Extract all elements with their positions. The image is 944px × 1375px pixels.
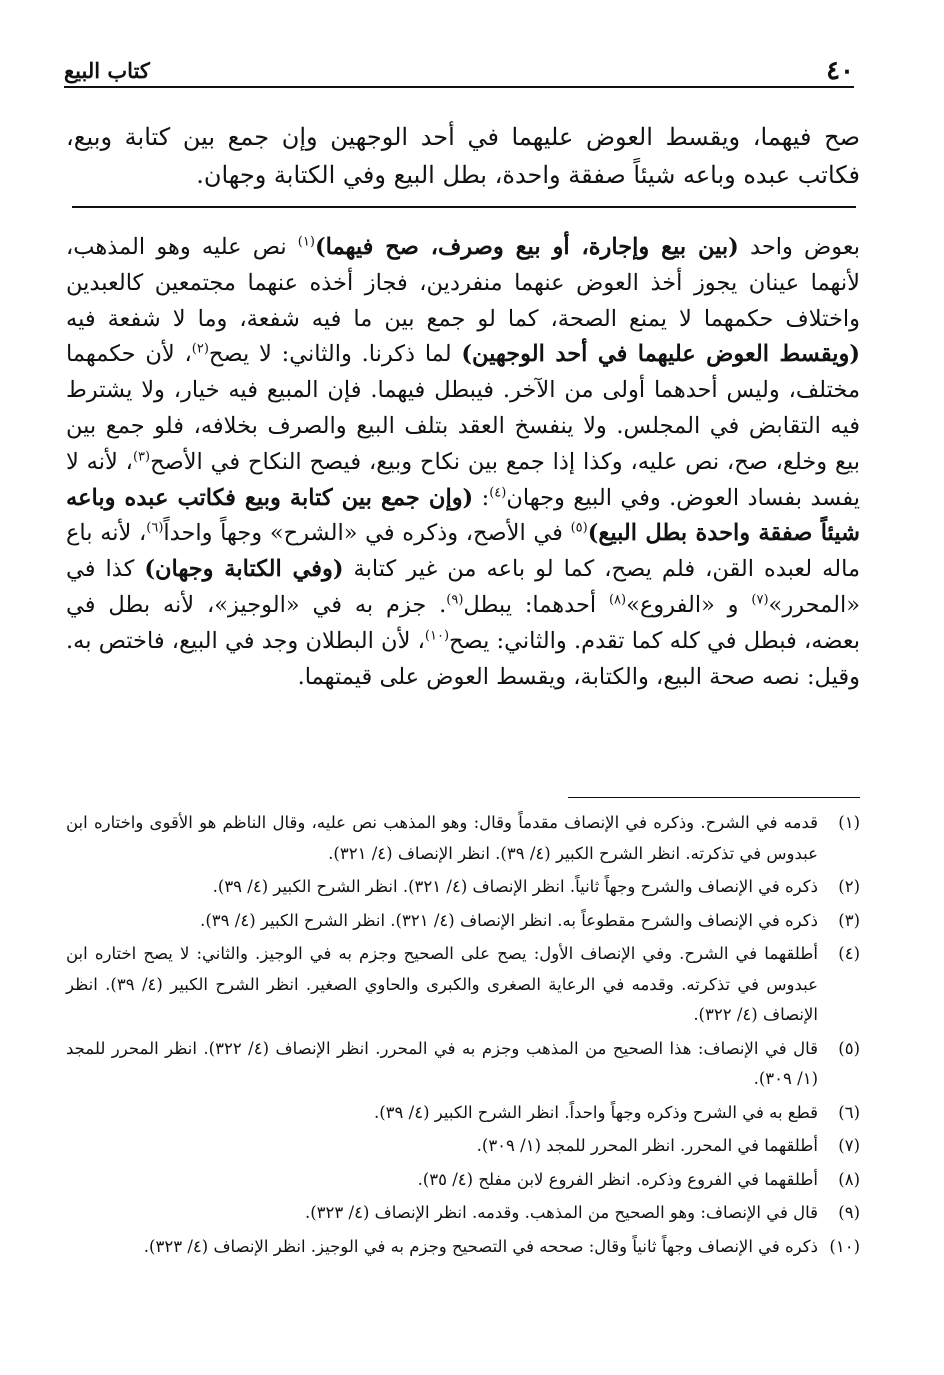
matn-paragraph: صح فيهما، ويقسط العوض عليهما في أحد الوجهين وإن جمع بين كتابة وبيع، فكاتب عبده وباعه شيئاً صفقة واحدة، بطل البيع وفي الكتابة وجهان. — [66, 123, 860, 189]
footnote-marker: (١٠) — [424, 628, 450, 644]
commentary-text: ، لأن حكمهما مختلف، وليس أحدهما أولى من الآخر. فيبطل فيهما. فإن المبيع فيه خيار، ولا يشترط فيه التقابض في المجلس. ولا ينفسخ العقد بتلف البيع والصرف بخلافه، فلو جمع بين بيع وخلع، صح، نص عليه، وكذا إذا جمع بين نكاح وبيع، فيصح النكاح في الأصح — [66, 341, 860, 475]
footnote-number: (٥) — [838, 1038, 860, 1058]
running-title: كتاب البيع — [64, 58, 150, 83]
footnote-number: (٢) — [838, 877, 860, 896]
footnote-text: قال في الإنصاف: وهو الصحيح من المذهب. وقدمه. انظر الإنصاف (٤/ ٣٢٣). — [304, 1203, 818, 1222]
footnote-number: (٧) — [838, 1136, 860, 1155]
footnote-marker: (٤) — [489, 485, 507, 501]
footnote-marker: (٣) — [132, 449, 151, 465]
commentary-text: كذا في «المحرر» — [66, 556, 860, 618]
quoted-matn: (وإن جمع بين كتابة وبيع فكاتب عبده وباعه شيئاً صفقة واحدة بطل البيع) — [66, 484, 860, 547]
footnote-number: (٣) — [838, 910, 860, 930]
commentary-text: : — [473, 484, 490, 511]
footnote-item — [66, 1034, 860, 1095]
footnote-marker: (٩) — [446, 592, 464, 608]
footnote-text: أطلقهما في المحرر. انظر المحرر للمجد (١/ ٣٠٩). — [476, 1136, 818, 1155]
quoted-matn: (ويقسط العوض عليهما في أحد الوجهين) — [461, 341, 861, 368]
footnote-number: (٩) — [838, 1203, 860, 1222]
footnote-text: ذكره في الإنصاف وجهاً ثانياً وقال: صححه في التصحيح وجزم به في الوجيز. انظر الإنصاف (٤/ ٣٢٣). — [143, 1236, 818, 1256]
commentary-text: ، لأنه لا يفسد بفساد العوض. وفي البيع وجهان — [66, 448, 860, 511]
footnotes-block — [66, 808, 860, 1265]
header-rule — [64, 86, 854, 88]
footnote-item — [66, 1165, 860, 1196]
commentary-text: لما ذكرنا. والثاني: لا يصح — [208, 341, 462, 368]
page-number: ٤٠ — [826, 56, 854, 86]
footnote-number: (٦) — [838, 1102, 860, 1122]
footnote-text: قطع به في الشرح وذكره وجهاً واحداً. انظر الشرح الكبير (٤/ ٣٩). — [373, 1102, 818, 1122]
footnote-marker: (٨) — [608, 592, 627, 608]
commentary-text: نص عليه وهو المذهب، لأنهما عينان يجوز أخذ العوض عنهما منفردين، فجاز أخذه عنهما مجتمعين كالعبدين واختلاف حكمهما لا يمنع الصحة، كما لو جمع بين ما فيه شفعة، وما لا شفعة فيه — [66, 234, 860, 332]
commentary-text: . جزم به في «الوجيز»، لأنه بطل في بعضه، فبطل في كله كما تقدم. والثاني: يصح — [66, 591, 860, 654]
matn-text-block — [66, 118, 860, 194]
footnote-text: أطلقهما في الشرح. وفي الإنصاف الأول: يصح على الصحيح وجزم به في الوجيز. والثاني: لا يصح اختاره ابن عبدوس في تذكرته. وقدمه في الرعاية الصغرى والكبرى والحاوي الصغير. انظر الشرح الكبير (٤/ ٣٩). انظر الإنصاف (٤/ ٣٢٢). — [66, 944, 819, 1024]
commentary-text: في الأصح، وذكره في «الشرح» وجهاً واحداً — [163, 520, 571, 547]
quoted-matn: (وفي الكتابة وجهان) — [144, 556, 344, 583]
footnote-item — [66, 808, 860, 869]
footnote-number: (١٠) — [829, 1236, 860, 1256]
footnote-text: قال في الإنصاف: هذا الصحيح من المذهب وجزم به في المحرر. انظر الإنصاف (٤/ ٣٢٢). انظر المحرر للمجد (١/ ٣٠٩). — [66, 1038, 818, 1088]
footnote-number: (٨) — [838, 1169, 860, 1189]
footnote-text: ذكره في الإنصاف والشرح وجهاً ثانياً. انظر الإنصاف (٤/ ٣٢١). انظر الشرح الكبير (٤/ ٣٩). — [212, 877, 818, 896]
footnote-item — [66, 1131, 860, 1162]
footnote-separator — [568, 797, 860, 798]
footnote-item — [66, 1232, 860, 1263]
footnote-marker: (٦) — [146, 520, 164, 536]
footnote-marker: (٥) — [570, 520, 588, 536]
footnote-text: أطلقهما في الفروع وذكره. انظر الفروع لابن مفلح (٤/ ٣٥). — [417, 1169, 818, 1189]
footnote-marker: (١) — [297, 234, 315, 250]
footnote-marker: (٢) — [191, 341, 209, 357]
commentary-paragraph — [66, 230, 860, 695]
commentary-text: و «الفروع» — [626, 591, 752, 618]
footnote-item — [66, 939, 860, 1031]
footnote-text: قدمه في الشرح. وذكره في الإنصاف مقدماً وقال: وهو المذهب نص عليه، وقال الناظم هو الأقوى واختاره ابن عبدوس في تذكرته. انظر الشرح الكبير (٤/ ٣٩). انظر الإنصاف (٤/ ٣٢١). — [66, 813, 818, 863]
footnote-number: (٤) — [838, 944, 860, 963]
commentary-text: ، لأن البطلان وجد في البيع، فاختص به. وقيل: نصه صحة البيع، والكتابة، ويقسط العوض على قيمتهما. — [66, 627, 860, 690]
footnote-item — [66, 872, 860, 903]
footnote-text: ذكره في الإنصاف والشرح مقطوعاً به. انظر الإنصاف (٤/ ٣٢١). انظر الشرح الكبير (٤/ ٣٩). — [200, 910, 818, 930]
matn-separator — [72, 206, 856, 208]
footnote-item — [66, 906, 860, 937]
footnote-item — [66, 1198, 860, 1229]
page-header — [64, 54, 854, 88]
footnote-number: (١) — [838, 813, 860, 832]
commentary-text: بعوض واحد — [738, 234, 860, 260]
footnote-marker: (٧) — [751, 592, 769, 608]
commentary-block — [66, 230, 860, 695]
quoted-matn: (بين بيع وإجارة، أو بيع وصرف، صح فيهما) — [314, 234, 739, 260]
footnote-item — [66, 1098, 860, 1129]
commentary-text: ، لأنه باع ماله لعبده القن، فلم يصح، كما لو باعه من غير كتابة — [66, 520, 860, 583]
commentary-text: أحدهما: يبطل — [463, 591, 609, 618]
